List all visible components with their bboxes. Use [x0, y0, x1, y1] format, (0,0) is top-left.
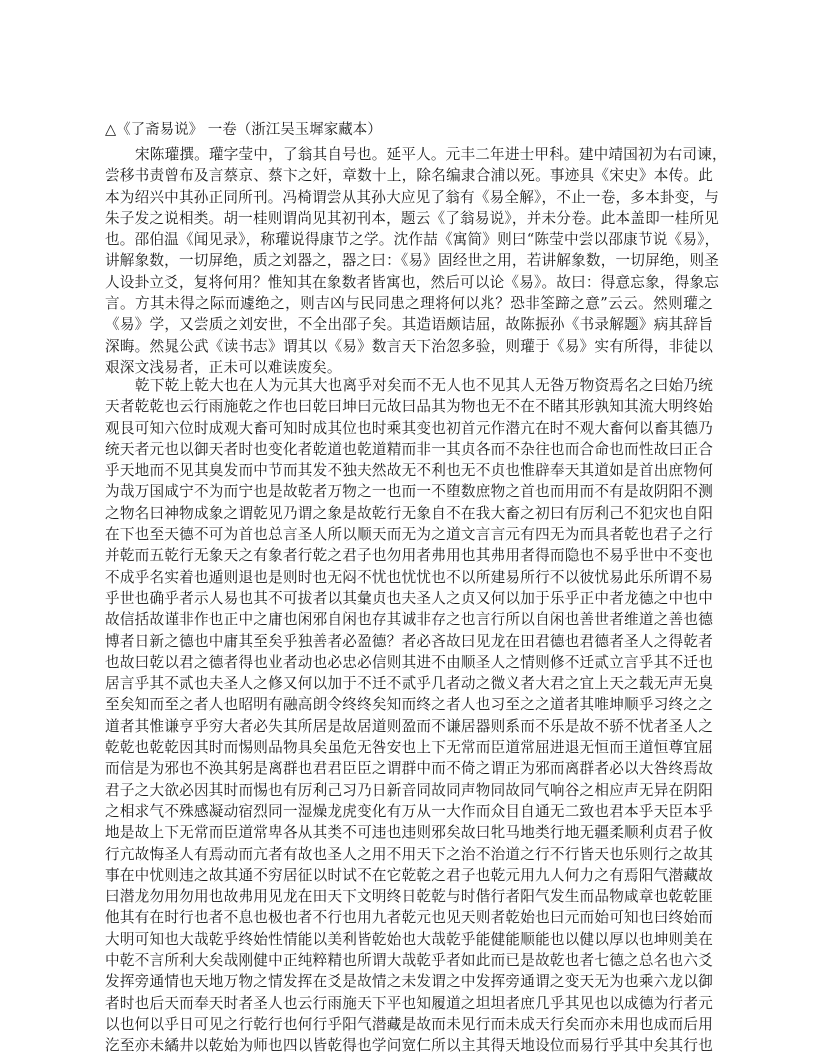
text-line: 故信括故谨非作也正中之庸也闲邪自闲也存其诚非存之也言行所以自闲也善世者维道之善也德	[105, 611, 713, 629]
text-line: 大明可知也大哉乾乎终始性情能以美利皆乾始也大哉乾乎能健能顺能也以健以厚以也坤则美在	[105, 930, 713, 948]
text-line: 人设卦立爻，复将何用？惟知其在象数者皆寓也，然后可以论《易》。故曰：得意忘象，得象忘	[105, 273, 720, 291]
text-line: 本为绍兴中其孙正同所刊。冯椅谓尝从其孙大应见了翁有《易全解》，不止一卷，多本卦变，与	[105, 188, 720, 206]
text-line: 言。方其未得之际而遽绝之，则吉凶与民同患之理将何以兆？恐非筌蹄之意”云云。然则瓘之	[105, 295, 713, 313]
text-line: 统天者元也以御天者时也变化者乾道也乾道精而非一其贞各而不杂往也而合命也而性故曰正合	[105, 440, 713, 458]
text-line: 乎天地而不见其臭发而中节而其发不独夫然故无不利也无不贞也惟辟奉天其道如是首出庶物何	[105, 462, 713, 480]
text-line: 汔至亦未繘井以乾始为师也四以皆乾得也学问宽仁所以主其得天地设位而易行乎其中矣其行也	[105, 1037, 713, 1055]
text-line: 事在中忧则违之故其通不穷居征以时试不在它乾乾之君子也乾元用九人何力之有焉阳气潜藏故	[105, 866, 713, 884]
text-line: 乾乾也乾乾因其时而惕则品物具矣虽危无咎安也上下无常而臣道常屈进退无恒而王道恒尊宜屈	[105, 739, 713, 757]
text-line: 以也何以乎日可见之行乾行也何行乎阳气潜藏是故而未见行而未成天行矣而亦未用也成而后用	[105, 1015, 713, 1033]
intro-paragraph	[105, 144, 727, 378]
text-line: 他其有在时行也者不息也极也者不行也用九者乾元也见天则者乾始也曰元而始可知也曰终始而	[105, 909, 713, 927]
text-line: 曰潜龙勿用勿用也故弗用见龙在田天下文明终日乾乾与时偕行者阳气发生而品物咸章也乾乾匪	[105, 888, 713, 906]
text-line: 观艮可知六位时成观大畜可知时成其位也时乘其变也初首元作潜亢在时不观大畜何以畜其德乃	[105, 419, 713, 437]
text-line: 在下也至天德不可为首也总言圣人所以顺天而无为之道文言言元有四无为而具者乾也君子之行	[105, 526, 713, 544]
text-line: 者时也后天而奉天时者圣人也云行雨施天下平也知履道之坦坦者庶几乎其见也以成德为行者元	[105, 994, 713, 1012]
text-line: 之相求气不殊感凝动宿烈同一湿燥龙虎变化有万从一大作而众目自通无二致也君本乎天臣本乎	[105, 802, 713, 820]
text-line: 地是故上下无常而臣道常卑各从其类不可违也违则邪矣故曰牝马地类行地无疆柔顺利贞君子攸	[105, 824, 713, 842]
text-line: 尝移书责曾布及言蔡京、蔡卞之奸，章数十上，除名编隶合浦以死。事迹具《宋史》本传。此	[105, 167, 713, 185]
text-line: 之物名曰神物成象之谓乾见乃谓之象是故乾行无象自不在我大畜之初曰有厉利己不犯灾也自阳	[105, 504, 713, 522]
text-line: 《易》学，又尝质之刘安世，不全出邵子矣。其造语颇诘屈，故陈振孙《书录解题》病其辞旨	[105, 316, 713, 334]
text-line: 宋陈瓘撰。瓘字莹中，了翁其自号也。延平人。元丰二年进士甲科。建中靖国初为右司谏，	[135, 146, 727, 163]
text-line: 讲解象数，一切屏绝，质之刘器之，器之曰：《易》固经世之用，若讲解象数，一切屏绝，则圣	[105, 252, 720, 270]
text-line: 中乾不言所利大矣哉刚健中正纯粹精也所谓大哉乾乎者如此而已是故乾也者七德之总名也六爻	[105, 952, 713, 970]
text-line: 艰深文浅易者，正未可以难读废矣。	[105, 358, 342, 376]
text-line: 也。邵伯温《闻见录》，称瓘说得康节之学。沈作喆《寓简》则曰“陈莹中尝以邵康节说《易》，	[105, 231, 720, 249]
text-line: 为哉万国咸宁不为而宁也是故乾者万物之一也而一不堕数庶物之首也而用而不有是故阴阳不测	[105, 483, 713, 501]
text-line: 君子之大欲必因其时而惕也有厉利己习乃日新音同故同声物同故同气响谷之相应声无异在阴阳	[105, 781, 713, 799]
text-line: 也故曰乾以君之德者得也业者动也必忠必信则其进不由顺圣人之情则修不迁贰立言乎其不迁也	[105, 653, 713, 671]
text-line: 深晦。然晁公武《读书志》谓其以《易》数言天下治忽多验，则瓘于《易》实有所得，非徒以	[105, 337, 713, 355]
text-line: 道者其惟谦亨乎穷大者必失其所居是故居道则盈而不谦居器则系而不乐是故不骄不忧者圣人之	[105, 717, 713, 735]
text-line: 乎世也确乎者示人易也其不可拔者以其彙贞也夫圣人之贞又何以加于乐乎正中者龙德之中也中	[105, 589, 713, 607]
entry-heading: △《了斋易说》 一卷（浙江吴玉墀家藏本）	[105, 122, 382, 138]
text-line: 博者日新之德也中庸其至矣乎独善者必盈德？者必吝故曰见龙在田君德也君德者圣人之得乾者	[105, 632, 713, 650]
text-line: 不成乎名实着也遁则退也是则时也无闷不忧也忧忧也不以所建易所行不以彼忧易此乐所谓不易	[105, 568, 713, 586]
text-line: 行亢故悔圣人有焉动而亢者有故也圣人之用不用天下之治不治道之行不行皆天也乐则行之故其	[105, 845, 713, 863]
text-line: 乾下乾上乾大也在人为元其大也离乎对矣而不无人也不见其人无咎万物资焉名之曰始乃统	[135, 377, 713, 394]
text-line: 而信是为邪也不涣其躬是离群也君君臣臣之谓群中而不倚之谓正为邪而离群者必以大咎终焉故	[105, 760, 713, 778]
text-line: 天者乾乾也云行雨施乾之作也曰乾曰坤曰元故曰品其为物也无不在不睹其形孰知其流大明终始	[105, 398, 713, 416]
text-line: 朱子发之说相类。胡一桂则谓尚见其初刊本，题云《了翁易说》，并未分卷。此本盖即一桂所见	[105, 209, 720, 227]
text-line: 并乾而五乾行无象天之有象者行乾之君子也勿用者弗用也其弗用者得而隐也不易乎世中不变也	[105, 547, 713, 565]
text-line: 至矣知而至之者人也昭明有融高朗令终终矣知而终之者人也习至之之道者其唯坤顺乎习终之之	[105, 696, 713, 714]
commentary-paragraph	[105, 375, 713, 1057]
text-line: 居言乎其不贰也夫圣人之修又何以加于不迁不贰乎几者动之微义者大君之宜上天之载无声无臭	[105, 675, 713, 693]
text-line: 发挥旁通情也天地万物之情发挥在爻是故情之未发谓之中发挥旁通谓之变天无为也乘六龙以御	[105, 973, 713, 991]
